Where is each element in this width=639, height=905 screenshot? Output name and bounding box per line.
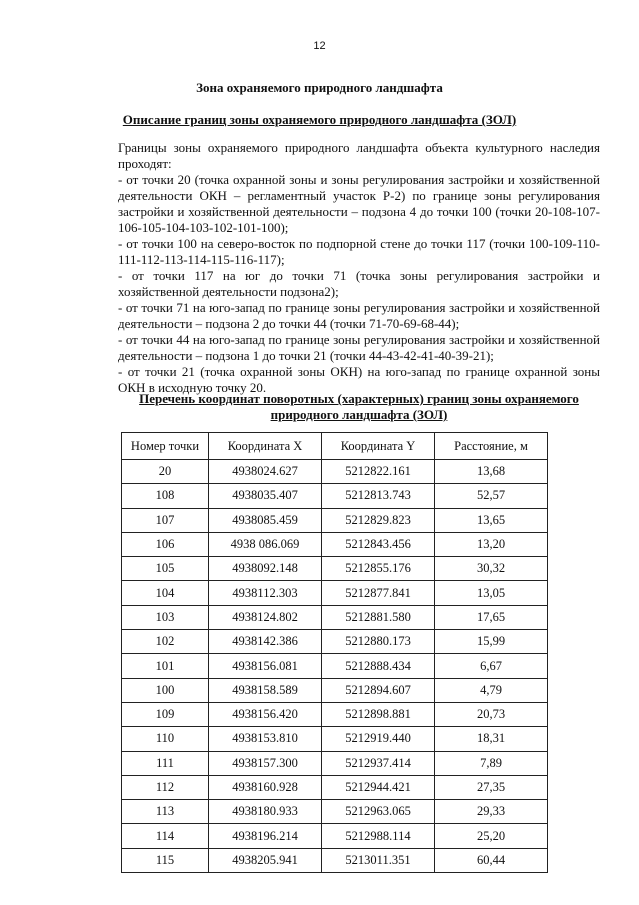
column-header-distance: Расстояние, м [435, 433, 548, 460]
cell-point: 111 [122, 751, 209, 775]
cell-y: 5213011.351 [322, 848, 435, 872]
section-subtitle: Описание границ зоны охраняемого природного ландшафта (ЗОЛ) [122, 112, 517, 127]
cell-x: 4938112.303 [209, 581, 322, 605]
cell-x: 4938196.214 [209, 824, 322, 848]
coordinates-table [121, 432, 548, 873]
cell-y: 5212843.456 [322, 532, 435, 556]
cell-point: 110 [122, 727, 209, 751]
cell-y: 5212919.440 [322, 727, 435, 751]
cell-point: 20 [122, 460, 209, 484]
table-row [122, 557, 548, 581]
cell-distance: 13,20 [435, 532, 548, 556]
cell-y: 5212880.173 [322, 630, 435, 654]
cell-y: 5212963.065 [322, 800, 435, 824]
description-item: - от точки 44 на юго-запад по границе зоны регулирования застройки и хозяйственной деятельности – подзона 1 до точки 21 (точки 44-43-42-41-40-39-21); [118, 332, 600, 363]
cell-y: 5212988.114 [322, 824, 435, 848]
cell-x: 4938158.589 [209, 678, 322, 702]
cell-distance: 17,65 [435, 605, 548, 629]
description-item: - от точки 100 на северо-восток по подпорной стене до точки 117 (точки 100-109-110-111-112-113-114-115-116-117); [118, 236, 600, 267]
cell-x: 4938085.459 [209, 508, 322, 532]
table-row [122, 702, 548, 726]
table-row [122, 800, 548, 824]
cell-y: 5212855.176 [322, 557, 435, 581]
cell-x: 4938024.627 [209, 460, 322, 484]
cell-x: 4938 086.069 [209, 532, 322, 556]
cell-x: 4938160.928 [209, 775, 322, 799]
cell-distance: 18,31 [435, 727, 548, 751]
cell-distance: 27,35 [435, 775, 548, 799]
cell-x: 4938124.802 [209, 605, 322, 629]
cell-distance: 15,99 [435, 630, 548, 654]
cell-y: 5212881.580 [322, 605, 435, 629]
table-row [122, 460, 548, 484]
cell-point: 100 [122, 678, 209, 702]
table-row [122, 727, 548, 751]
page-number: 12 [313, 40, 326, 52]
cell-distance: 13,68 [435, 460, 548, 484]
cell-y: 5212822.161 [322, 460, 435, 484]
cell-y: 5212813.743 [322, 484, 435, 508]
description-item: - от точки 117 на юг до точки 71 (точка зоны регулирования застройки и хозяйственной деятельности подзона2); [118, 268, 600, 299]
table-row [122, 630, 548, 654]
table-row [122, 532, 548, 556]
column-header-point: Номер точки [122, 433, 209, 460]
description-item: - от точки 21 (точка охранной зоны ОКН) на юго-запад по границе охранной зоны ОКН в исходную точку 20. [118, 364, 600, 395]
table-row [122, 824, 548, 848]
cell-x: 4938156.420 [209, 702, 322, 726]
cell-x: 4938035.407 [209, 484, 322, 508]
cell-point: 108 [122, 484, 209, 508]
cell-point: 107 [122, 508, 209, 532]
table-header-row [122, 433, 548, 460]
cell-y: 5212894.607 [322, 678, 435, 702]
page-title: Зона охраняемого природного ландшафта [196, 80, 443, 95]
cell-point: 114 [122, 824, 209, 848]
cell-point: 106 [122, 532, 209, 556]
cell-distance: 25,20 [435, 824, 548, 848]
cell-point: 104 [122, 581, 209, 605]
cell-y: 5212877.841 [322, 581, 435, 605]
boundary-description [118, 140, 600, 396]
column-header-x: Координата X [209, 433, 322, 460]
cell-y: 5212944.421 [322, 775, 435, 799]
cell-point: 115 [122, 848, 209, 872]
cell-point: 103 [122, 605, 209, 629]
description-intro: Границы зоны охраняемого природного ландшафта объекта культурного наследия проходят: [118, 140, 600, 171]
cell-x: 4938205.941 [209, 848, 322, 872]
cell-distance: 29,33 [435, 800, 548, 824]
cell-point: 105 [122, 557, 209, 581]
cell-distance: 30,32 [435, 557, 548, 581]
cell-y: 5212888.434 [322, 654, 435, 678]
table-row [122, 678, 548, 702]
cell-x: 4938157.300 [209, 751, 322, 775]
cell-distance: 60,44 [435, 848, 548, 872]
cell-distance: 13,05 [435, 581, 548, 605]
cell-point: 101 [122, 654, 209, 678]
cell-x: 4938142.386 [209, 630, 322, 654]
cell-y: 5212898.881 [322, 702, 435, 726]
table-row [122, 581, 548, 605]
cell-y: 5212829.823 [322, 508, 435, 532]
table-row [122, 654, 548, 678]
table-row [122, 775, 548, 799]
cell-point: 109 [122, 702, 209, 726]
cell-distance: 4,79 [435, 678, 548, 702]
table-row [122, 484, 548, 508]
cell-point: 113 [122, 800, 209, 824]
cell-distance: 6,67 [435, 654, 548, 678]
column-header-y: Координата Y [322, 433, 435, 460]
cell-point: 102 [122, 630, 209, 654]
cell-x: 4938156.081 [209, 654, 322, 678]
description-item: - от точки 20 (точка охранной зоны и зоны регулирования застройки и хозяйственной деятельности ОКН – регламентный участок Р-2) по границе зоны регулирования застройки и хозяйственной деятельности – подзона 4 до точки 100 (точки 20-108-107-106-105-104-103-102-101-100); [118, 172, 600, 235]
cell-distance: 13,65 [435, 508, 548, 532]
table-row [122, 751, 548, 775]
description-item: - от точки 71 на юго-запад по границе зоны регулирования застройки и хозяйственной деятельности – подзона 2 до точки 44 (точки 71-70-69-68-44); [118, 300, 600, 331]
cell-y: 5212937.414 [322, 751, 435, 775]
cell-x: 4938153.810 [209, 727, 322, 751]
cell-x: 4938092.148 [209, 557, 322, 581]
table-row [122, 508, 548, 532]
cell-x: 4938180.933 [209, 800, 322, 824]
table-row [122, 848, 548, 872]
cell-point: 112 [122, 775, 209, 799]
cell-distance: 7,89 [435, 751, 548, 775]
cell-distance: 20,73 [435, 702, 548, 726]
cell-distance: 52,57 [435, 484, 548, 508]
table-row [122, 605, 548, 629]
coordinates-list-title: Перечень координат поворотных (характерных) границ зоны охраняемого природного ландшафта (ЗОЛ) [139, 391, 579, 422]
